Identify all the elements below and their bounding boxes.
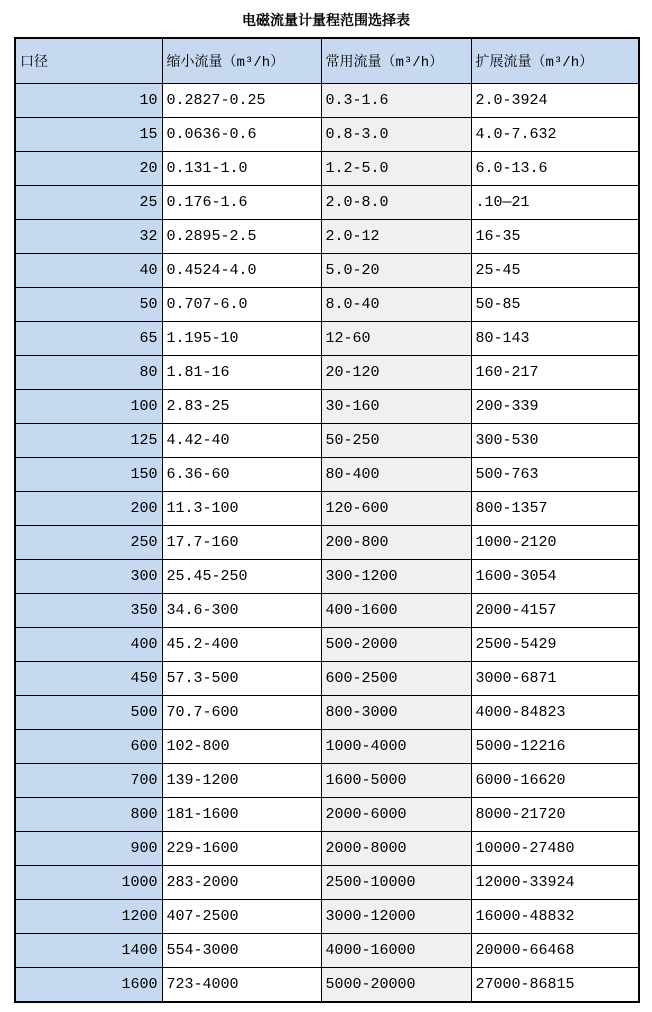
- cell-diameter: 600: [15, 730, 162, 764]
- cell-extended-flow: 50-85: [471, 288, 639, 322]
- cell-diameter: 500: [15, 696, 162, 730]
- cell-extended-flow: 16000-48832: [471, 900, 639, 934]
- table-row: [15, 594, 639, 628]
- cell-reduced-flow: 181-1600: [162, 798, 321, 832]
- cell-reduced-flow: 139-1200: [162, 764, 321, 798]
- cell-common-flow: 5.0-20: [321, 254, 471, 288]
- cell-reduced-flow: 4.42-40: [162, 424, 321, 458]
- cell-diameter: 1400: [15, 934, 162, 968]
- cell-reduced-flow: 0.2827-0.25: [162, 84, 321, 118]
- table-row: [15, 832, 639, 866]
- cell-reduced-flow: 0.131-1.0: [162, 152, 321, 186]
- cell-diameter: 1200: [15, 900, 162, 934]
- table-row: [15, 900, 639, 934]
- cell-common-flow: 1000-4000: [321, 730, 471, 764]
- cell-extended-flow: 12000-33924: [471, 866, 639, 900]
- cell-diameter: 200: [15, 492, 162, 526]
- flow-range-table: [14, 37, 640, 1003]
- cell-extended-flow: 2.0-3924: [471, 84, 639, 118]
- table-row: [15, 866, 639, 900]
- cell-extended-flow: 6000-16620: [471, 764, 639, 798]
- cell-diameter: 15: [15, 118, 162, 152]
- table-row: [15, 968, 639, 1003]
- cell-diameter: 450: [15, 662, 162, 696]
- cell-reduced-flow: 1.195-10: [162, 322, 321, 356]
- cell-extended-flow: 800-1357: [471, 492, 639, 526]
- cell-diameter: 350: [15, 594, 162, 628]
- table-row: [15, 152, 639, 186]
- cell-extended-flow: 2500-5429: [471, 628, 639, 662]
- cell-common-flow: 200-800: [321, 526, 471, 560]
- cell-common-flow: 1600-5000: [321, 764, 471, 798]
- cell-extended-flow: 500-763: [471, 458, 639, 492]
- page-title: 电磁流量计量程范围选择表: [242, 12, 410, 28]
- cell-reduced-flow: 25.45-250: [162, 560, 321, 594]
- cell-diameter: 1000: [15, 866, 162, 900]
- cell-reduced-flow: 1.81-16: [162, 356, 321, 390]
- cell-common-flow: 0.8-3.0: [321, 118, 471, 152]
- cell-extended-flow: .10—21: [471, 186, 639, 220]
- table-body: [15, 84, 639, 1003]
- cell-extended-flow: 27000-86815: [471, 968, 639, 1003]
- cell-reduced-flow: 57.3-500: [162, 662, 321, 696]
- cell-diameter: 300: [15, 560, 162, 594]
- table-row: [15, 390, 639, 424]
- table-header: [15, 38, 639, 84]
- cell-diameter: 125: [15, 424, 162, 458]
- cell-diameter: 150: [15, 458, 162, 492]
- cell-extended-flow: 1600-3054: [471, 560, 639, 594]
- cell-common-flow: 300-1200: [321, 560, 471, 594]
- cell-diameter: 32: [15, 220, 162, 254]
- cell-common-flow: 1.2-5.0: [321, 152, 471, 186]
- cell-extended-flow: 2000-4157: [471, 594, 639, 628]
- cell-diameter: 25: [15, 186, 162, 220]
- table-row: [15, 662, 639, 696]
- cell-reduced-flow: 554-3000: [162, 934, 321, 968]
- column-header-extended-flow: 扩展流量（m³/h）: [471, 38, 639, 84]
- table-row: [15, 220, 639, 254]
- table-row: [15, 934, 639, 968]
- cell-extended-flow: 5000-12216: [471, 730, 639, 764]
- cell-diameter: 65: [15, 322, 162, 356]
- cell-common-flow: 2000-8000: [321, 832, 471, 866]
- cell-common-flow: 2500-10000: [321, 866, 471, 900]
- table-row: [15, 526, 639, 560]
- cell-extended-flow: 8000-21720: [471, 798, 639, 832]
- cell-common-flow: 2.0-12: [321, 220, 471, 254]
- table-row: [15, 696, 639, 730]
- cell-extended-flow: 4000-84823: [471, 696, 639, 730]
- table-row: [15, 356, 639, 390]
- table-row: [15, 764, 639, 798]
- cell-extended-flow: 80-143: [471, 322, 639, 356]
- cell-diameter: 10: [15, 84, 162, 118]
- cell-common-flow: 0.3-1.6: [321, 84, 471, 118]
- table-row: [15, 118, 639, 152]
- table-row: [15, 560, 639, 594]
- cell-diameter: 800: [15, 798, 162, 832]
- cell-diameter: 20: [15, 152, 162, 186]
- cell-extended-flow: 300-530: [471, 424, 639, 458]
- cell-reduced-flow: 0.707-6.0: [162, 288, 321, 322]
- table-row: [15, 424, 639, 458]
- column-header-diameter: 口径: [15, 38, 162, 84]
- table-row: [15, 254, 639, 288]
- cell-common-flow: 500-2000: [321, 628, 471, 662]
- cell-common-flow: 5000-20000: [321, 968, 471, 1003]
- cell-reduced-flow: 102-800: [162, 730, 321, 764]
- cell-extended-flow: 25-45: [471, 254, 639, 288]
- table-row: [15, 798, 639, 832]
- cell-diameter: 40: [15, 254, 162, 288]
- table-row: [15, 628, 639, 662]
- cell-common-flow: 120-600: [321, 492, 471, 526]
- cell-common-flow: 2000-6000: [321, 798, 471, 832]
- cell-diameter: 1600: [15, 968, 162, 1003]
- cell-extended-flow: 6.0-13.6: [471, 152, 639, 186]
- cell-diameter: 80: [15, 356, 162, 390]
- cell-reduced-flow: 229-1600: [162, 832, 321, 866]
- cell-diameter: 50: [15, 288, 162, 322]
- cell-reduced-flow: 283-2000: [162, 866, 321, 900]
- cell-reduced-flow: 0.176-1.6: [162, 186, 321, 220]
- cell-reduced-flow: 723-4000: [162, 968, 321, 1003]
- cell-reduced-flow: 70.7-600: [162, 696, 321, 730]
- cell-common-flow: 3000-12000: [321, 900, 471, 934]
- cell-reduced-flow: 6.36-60: [162, 458, 321, 492]
- table-row: [15, 730, 639, 764]
- cell-common-flow: 30-160: [321, 390, 471, 424]
- cell-common-flow: 12-60: [321, 322, 471, 356]
- table-row: [15, 458, 639, 492]
- table-row: [15, 492, 639, 526]
- cell-reduced-flow: 2.83-25: [162, 390, 321, 424]
- cell-extended-flow: 10000-27480: [471, 832, 639, 866]
- cell-diameter: 250: [15, 526, 162, 560]
- cell-diameter: 400: [15, 628, 162, 662]
- cell-common-flow: 8.0-40: [321, 288, 471, 322]
- column-header-reduced-flow: 缩小流量（m³/h）: [162, 38, 321, 84]
- cell-extended-flow: 16-35: [471, 220, 639, 254]
- cell-reduced-flow: 17.7-160: [162, 526, 321, 560]
- column-header-common-flow: 常用流量（m³/h）: [321, 38, 471, 84]
- cell-reduced-flow: 0.0636-0.6: [162, 118, 321, 152]
- cell-common-flow: 800-3000: [321, 696, 471, 730]
- cell-extended-flow: 4.0-7.632: [471, 118, 639, 152]
- cell-reduced-flow: 0.2895-2.5: [162, 220, 321, 254]
- table-row: [15, 322, 639, 356]
- cell-extended-flow: 3000-6871: [471, 662, 639, 696]
- table-row: [15, 186, 639, 220]
- cell-diameter: 900: [15, 832, 162, 866]
- table-row: [15, 288, 639, 322]
- cell-diameter: 700: [15, 764, 162, 798]
- cell-diameter: 100: [15, 390, 162, 424]
- cell-common-flow: 600-2500: [321, 662, 471, 696]
- cell-extended-flow: 200-339: [471, 390, 639, 424]
- table-row: [15, 84, 639, 118]
- cell-common-flow: 50-250: [321, 424, 471, 458]
- cell-extended-flow: 1000-2120: [471, 526, 639, 560]
- cell-common-flow: 80-400: [321, 458, 471, 492]
- cell-common-flow: 4000-16000: [321, 934, 471, 968]
- cell-reduced-flow: 0.4524-4.0: [162, 254, 321, 288]
- cell-common-flow: 400-1600: [321, 594, 471, 628]
- cell-common-flow: 20-120: [321, 356, 471, 390]
- cell-reduced-flow: 407-2500: [162, 900, 321, 934]
- header-row: [15, 38, 639, 84]
- cell-reduced-flow: 11.3-100: [162, 492, 321, 526]
- cell-common-flow: 2.0-8.0: [321, 186, 471, 220]
- cell-extended-flow: 20000-66468: [471, 934, 639, 968]
- cell-reduced-flow: 45.2-400: [162, 628, 321, 662]
- cell-extended-flow: 160-217: [471, 356, 639, 390]
- cell-reduced-flow: 34.6-300: [162, 594, 321, 628]
